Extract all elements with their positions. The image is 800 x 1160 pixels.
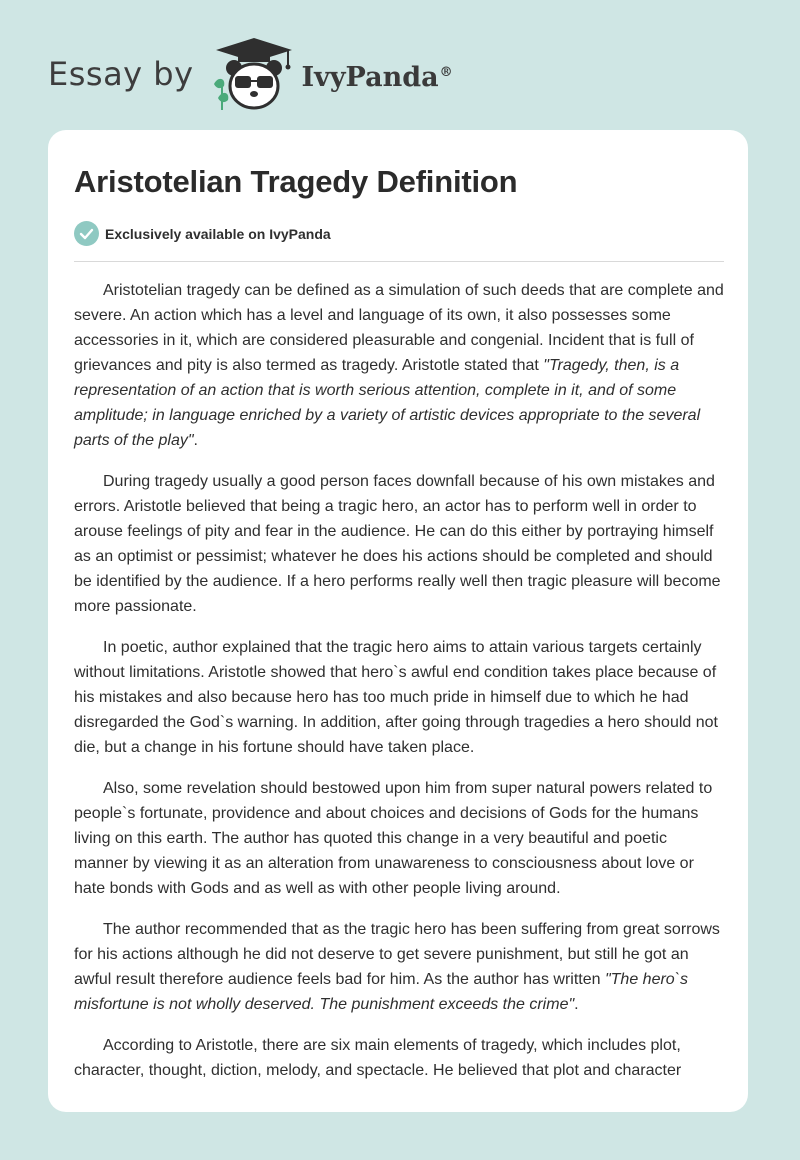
paragraph-3: In poetic, author explained that the tragic hero aims to attain various targets certainly without limitations. Aristotle showed that hero`s awful end condition takes place because of his mistakes and also because hero has too much pride in himself due to which he had disregarded the God`s warning. In addition, after going through tragedies a hero should not die, but a change in his fortune should have taken place. xyxy=(74,639,718,756)
essay-body xyxy=(74,278,724,1099)
paragraph-1: Aristotelian tragedy can be defined as a simulation of such deeds that are complete and severe. An action which has a level and language of its own, it also possesses some accessories in it, which are considered pleasurable and congenial. Incident that is full of grievances and pity is also termed as tragedy. Aristotle stated that "Tragedy, then, is a representation of an action that is worth serious attention, complete in it, and of some amplitude; in language enriched by a variety of artistic devices appropriate to the several parts of the play". xyxy=(74,282,724,449)
exclusive-badge-label: Exclusively available on IvyPanda xyxy=(105,225,331,242)
site-header xyxy=(48,34,453,114)
quote-2: "The hero`s misfortune is not wholly deserved. The punishment exceeds the crime" xyxy=(74,971,689,1013)
page-title: Aristotelian Tragedy Definition xyxy=(74,164,518,199)
essay-card xyxy=(48,130,748,1112)
paragraph-4: Also, some revelation should bestowed upon him from super natural powers related to people`s fortunate, providence and about choices and decisions of Gods for the humans living on this earth. The author has quoted this change in a very beautiful and poetic manner by viewing it as an alteration from unawareness to consciousness about love or hate bonds with Gods and as well as with other people living around. xyxy=(74,780,713,897)
quote-1: "Tragedy, then, is a representation of an action that is worth serious attention, complete in it, and of some amplitude; in language enriched by a variety of artistic devices appropriate to the several parts of the play" xyxy=(74,357,701,449)
paragraph-5: The author recommended that as the tragic hero has been suffering from great sorrows for his actions although he did not deserve to get severe punishment, but still he got an awful result therefore audience feels bad for him. As the author has written "The hero`s misfortune is not wholly deserved. The punishment exceeds the crime". xyxy=(74,921,720,1013)
brand-name: IvyPanda® xyxy=(301,61,453,93)
paragraph-6: According to Aristotle, there are six main elements of tragedy, which includes plot, character, thought, diction, melody, and spectacle. He believed that plot and character xyxy=(74,1037,682,1079)
ivypanda-logo[interactable] xyxy=(208,36,453,112)
title-divider xyxy=(74,261,724,262)
check-circle-icon xyxy=(74,221,99,246)
panda-graduation-cap-icon xyxy=(208,36,300,112)
registered-mark: ® xyxy=(439,64,453,80)
essay-by-label: Essay by xyxy=(48,55,194,93)
paragraph-2: During tragedy usually a good person faces downfall because of his own mistakes and errors. Aristotle believed that being a tragic hero, an actor has to perform well in order to arouse feelings of pity and fear in the audience. He can do this either by portraying himself as an optimist or pessimist; whatever he does his actions should be completed and should be identified by the audience. If a hero performs really well then tragic pleasure will become more passionate. xyxy=(74,473,721,615)
exclusive-badge xyxy=(74,221,331,246)
